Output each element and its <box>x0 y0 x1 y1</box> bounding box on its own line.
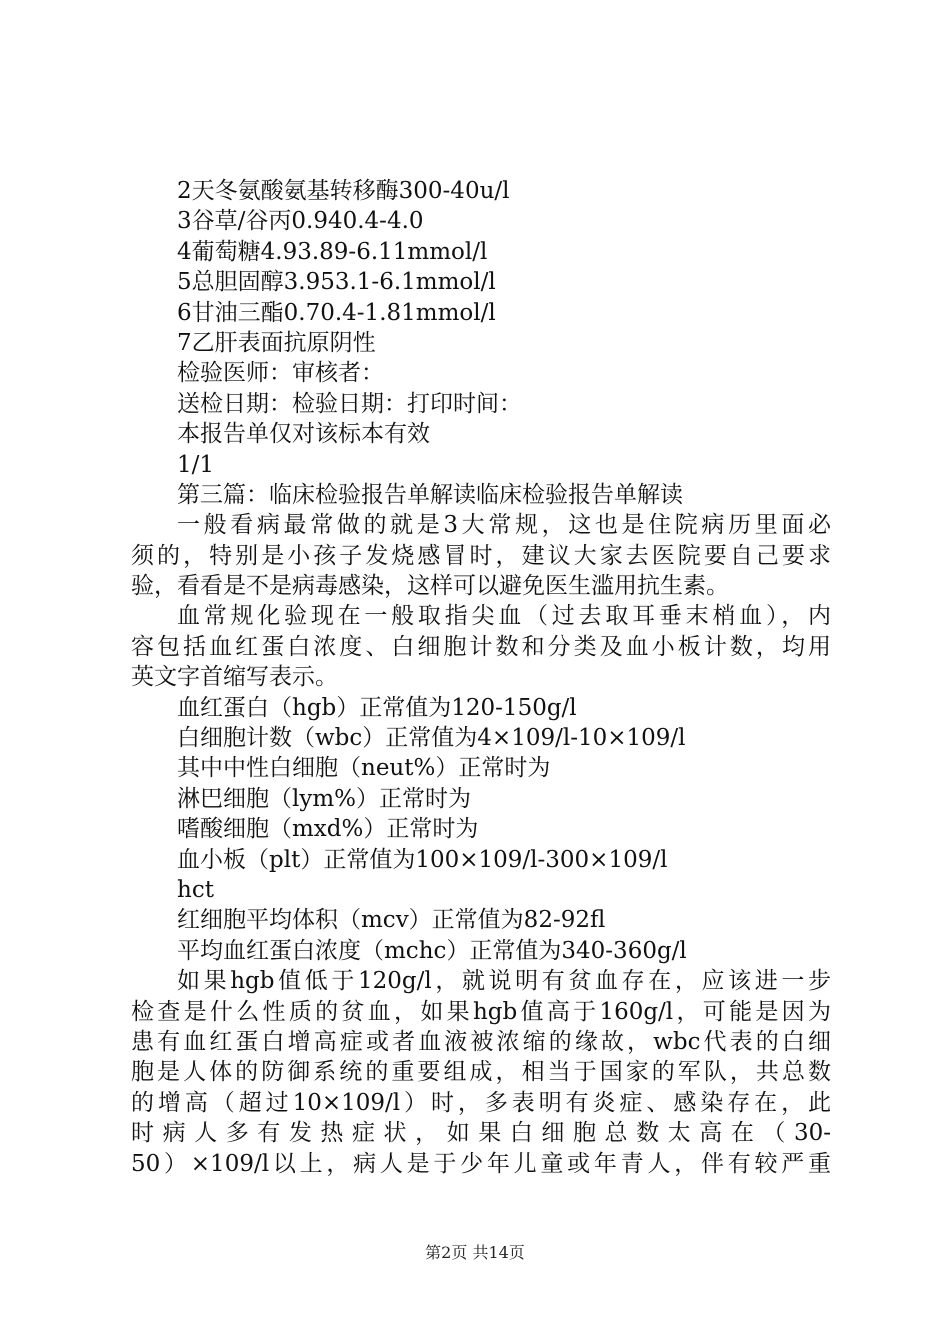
normal-value-line: 其中中性白细胞（neut%）正常时为 <box>177 755 551 782</box>
normal-value-line: 红细胞平均体积（mcv）正常值为82-92fl <box>177 907 606 934</box>
normal-value-line: 白细胞计数（wbc）正常值为4×109/l-10×109/l <box>177 725 686 752</box>
report-dates-line: 送检日期：检验日期：打印时间： <box>177 390 522 417</box>
normal-value-line: 平均血红蛋白浓度（mchc）正常值为340-360g/l <box>177 937 687 964</box>
report-item: 7乙肝表面抗原阴性 <box>177 329 376 356</box>
paragraph-routine-tests <box>131 510 831 601</box>
normal-value-line: 血小板（plt）正常值为100×109/l-300×109/l <box>177 846 668 873</box>
report-item: 4葡萄糖4.93.89-6.11mmol/l <box>177 238 488 265</box>
paragraph-line: 时病人多有发热症状，如果白细胞总数太高在（30- <box>131 1120 831 1147</box>
normal-value-line: 血红蛋白（hgb）正常值为120-150g/l <box>177 694 577 721</box>
paragraph-line: 英文字首缩写表示。 <box>131 664 338 691</box>
paragraph-line: 须的，特别是小孩子发烧感冒时，建议大家去医院要自己要求 <box>131 542 831 569</box>
report-item: 2天冬氨酸氨基转移酶300-40u/l <box>177 178 510 204</box>
normal-value-line: 淋巴细胞（lym%）正常时为 <box>177 785 472 812</box>
report-item: 6甘油三酯0.70.4-1.81mmol/l <box>177 299 496 326</box>
paragraph-line: 验，看看是不是病毒感染，这样可以避免医生滥用抗生素。 <box>131 573 729 600</box>
paragraph-interpretation <box>131 966 831 1179</box>
paragraph-line: 患有血红蛋白增高症或者血液被浓缩的缘故，wbc代表的白细 <box>131 1028 831 1055</box>
paragraph-line: 50）×109/l以上，病人是于少年儿童或年青人，伴有较严重 <box>131 1150 831 1177</box>
paragraph-line: 容包括血红蛋白浓度、白细胞计数和分类及血小板计数，均用 <box>131 633 831 660</box>
report-item: 5总胆固醇3.953.1-6.1mmol/l <box>177 269 496 296</box>
paragraph-line: 一般看病最常做的就是3大常规，这也是住院病历里面必 <box>177 512 831 539</box>
paragraph-blood-routine <box>131 601 831 692</box>
paragraph-line: 胞是人体的防御系统的重要组成，相当于国家的军队，共总数 <box>131 1059 831 1086</box>
paragraph-line: 的增高（超过10×109/l）时，多表明有炎症、感染存在，此 <box>131 1089 831 1116</box>
page-footer: 第2页 共14页 <box>425 1243 525 1262</box>
report-signature-line: 检验医师：审核者： <box>177 360 384 387</box>
report-page-count: 1/1 <box>177 451 215 478</box>
report-validity-note: 本报告单仅对该标本有效 <box>177 421 430 448</box>
paragraph-line: 检查是什么性质的贫血，如果hgb值高于160g/l，可能是因为 <box>131 998 831 1025</box>
paragraph-line: 血常规化验现在一般取指尖血（过去取耳垂末梢血），内 <box>177 603 831 630</box>
document-body <box>131 176 831 1179</box>
normal-value-line: hct <box>177 876 214 903</box>
normal-value-line: 嗜酸细胞（mxd%）正常时为 <box>177 816 479 843</box>
report-item: 3谷草/谷丙0.940.4-4.0 <box>177 208 424 235</box>
paragraph-line: 如果hgb值低于120g/l，就说明有贫血存在，应该进一步 <box>177 968 831 995</box>
section-title: 第三篇：临床检验报告单解读临床检验报告单解读 <box>177 481 683 508</box>
